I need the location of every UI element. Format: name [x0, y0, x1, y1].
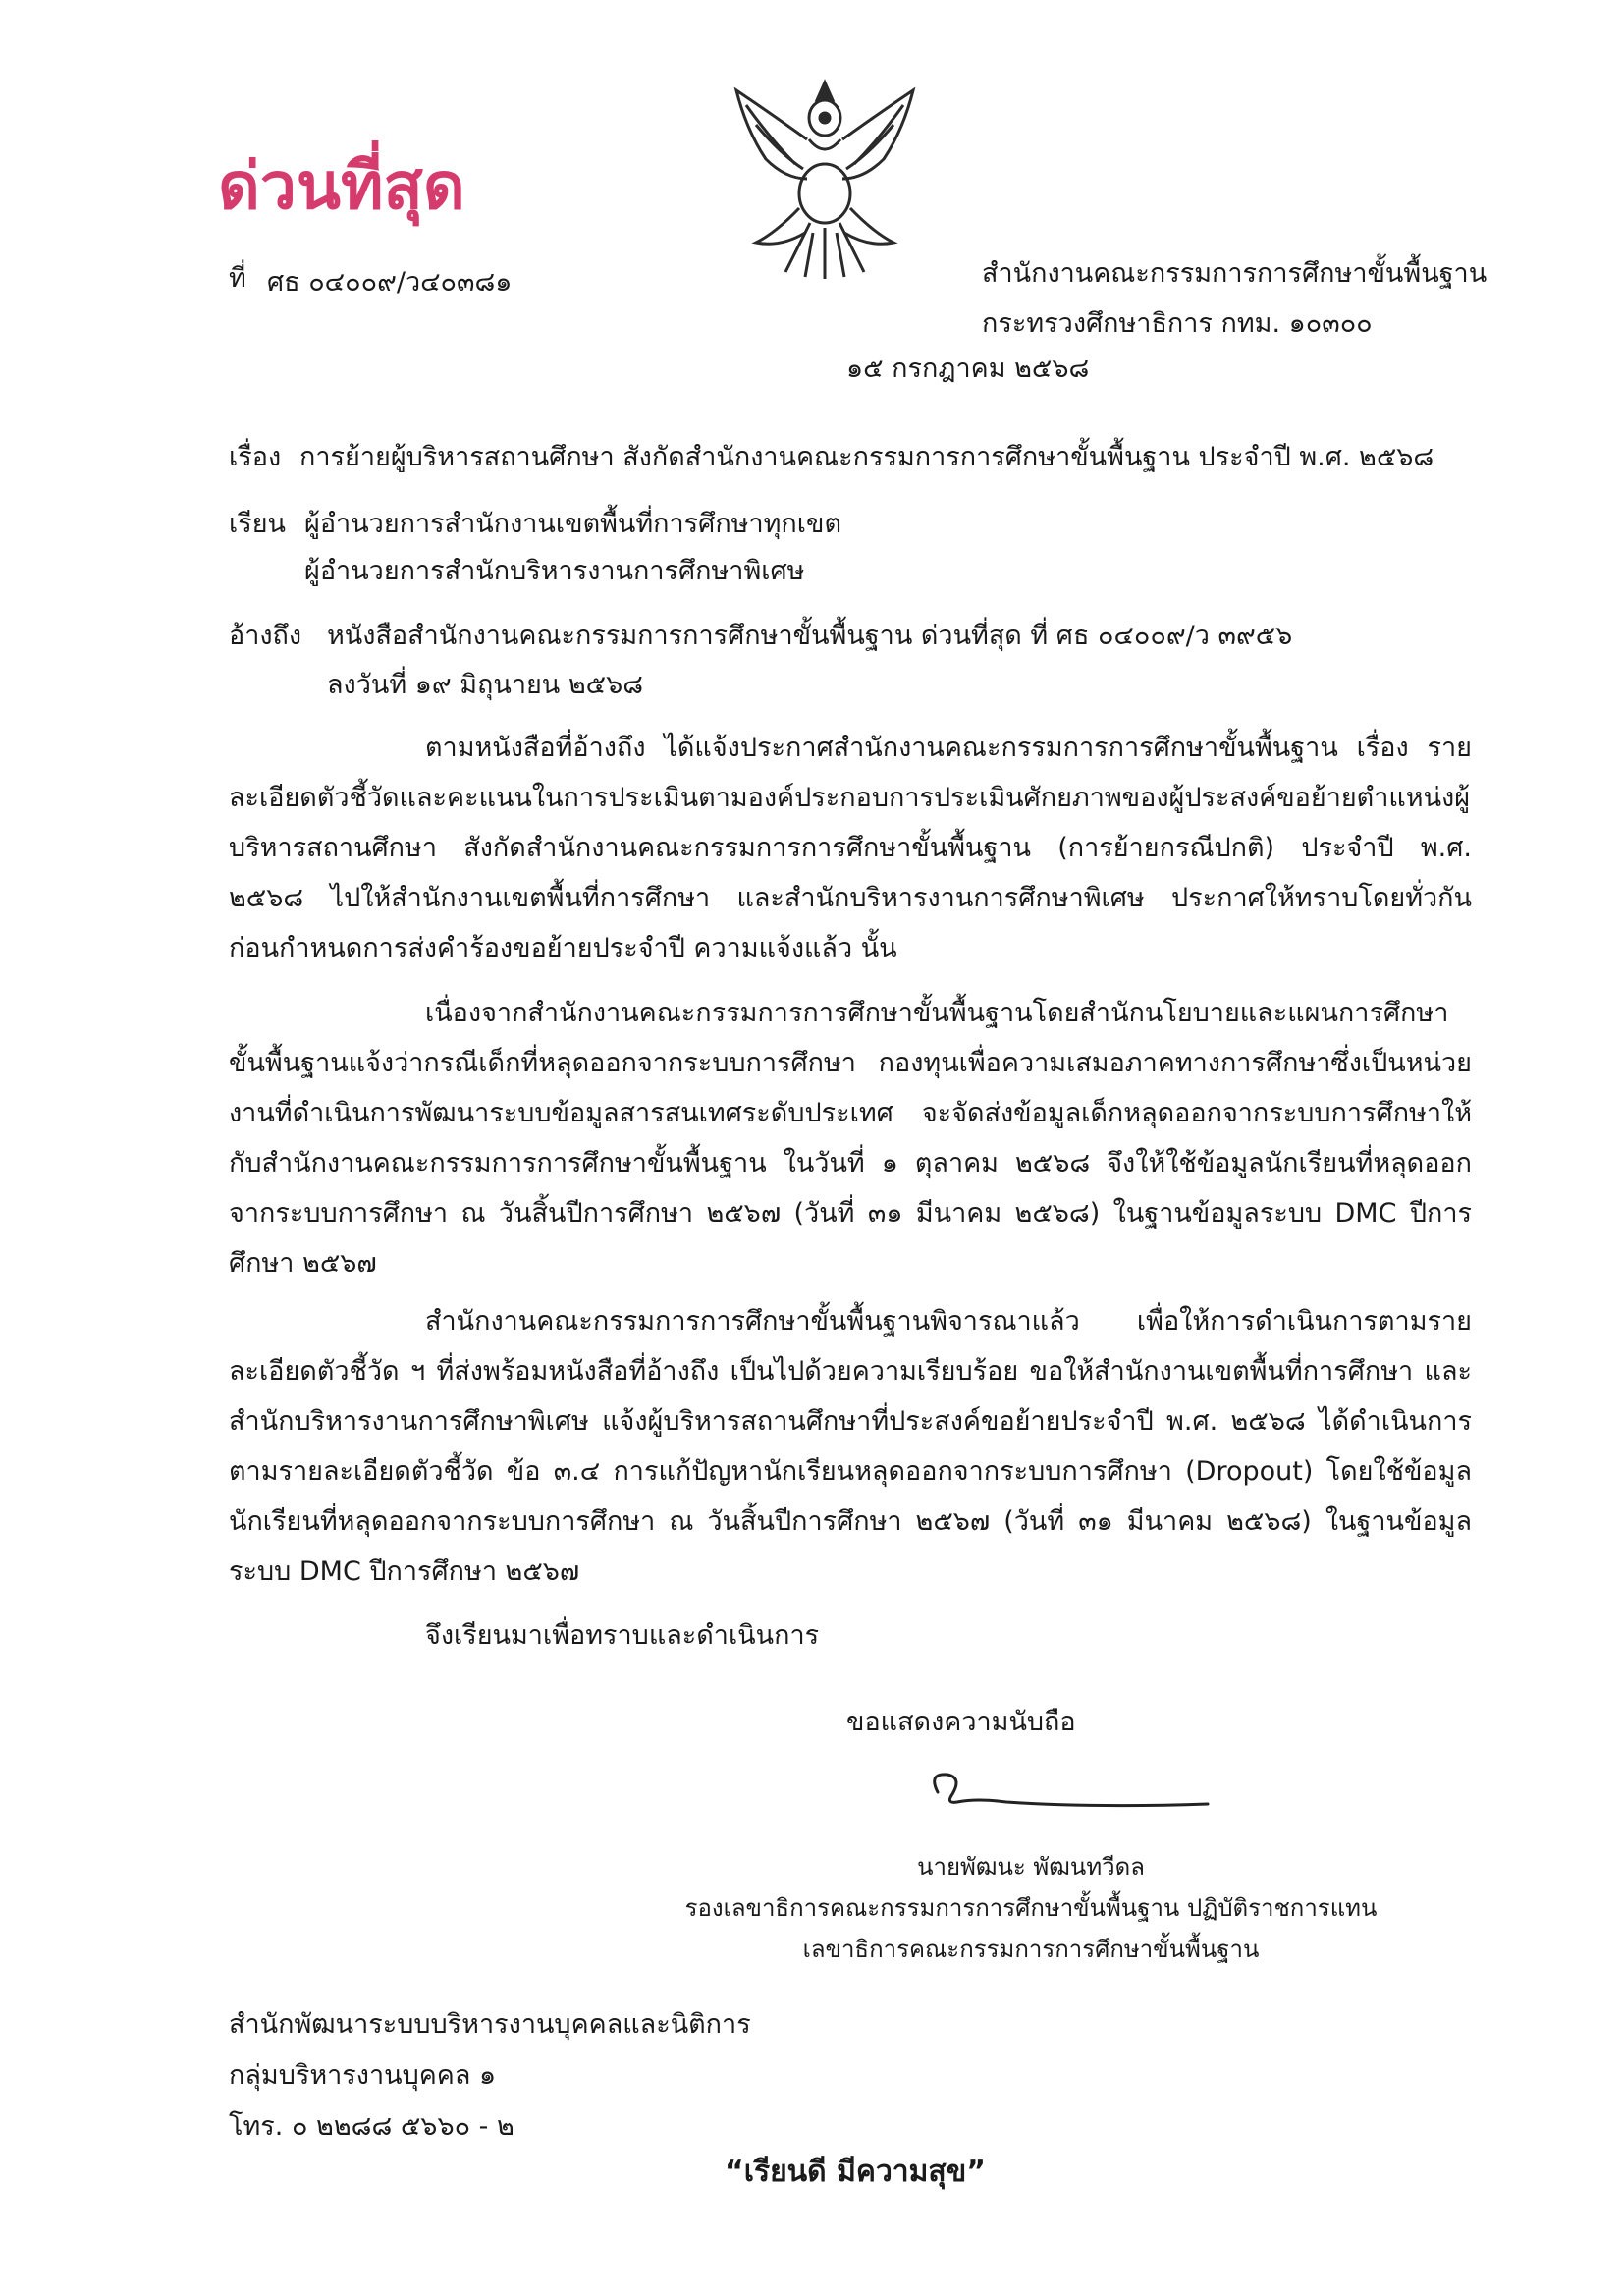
subject-text: การย้ายผู้บริหารสถานศึกษา สังกัดสำนักงานคณะกรรมการการศึกษาขั้นพื้นฐาน ประจำปี พ.ศ. ๒๕๖๘ [299, 442, 1434, 472]
reference-line-1: หนังสือสำนักงานคณะกรรมการการศึกษาขั้นพื้นฐาน ด่วนที่สุด ที่ ศธ ๐๔๐๐๙/ว ๓๙๕๖ [327, 621, 1293, 651]
to-line-1: ผู้อำนวยการสำนักงานเขตพื้นที่การศึกษาทุกเขต [304, 509, 841, 539]
ref-label: ที่ [229, 263, 246, 294]
urgency-stamp: ด่วนที่สุด [218, 148, 465, 224]
footer-phone: โทร. ๐ ๒๒๘๘ ๕๖๖๐ - ๒ [229, 2111, 514, 2142]
to-label: เรียน [229, 509, 287, 539]
footer-group: กลุ่มบริหารงานบุคคล ๑ [229, 2060, 497, 2091]
body-paragraph-3: สำนักงานคณะกรรมการการศึกษาขั้นพื้นฐานพิจารณาแล้ว เพื่อให้การดำเนินการตามรายละเอียดตัวชี้วัด ฯ ที่ส่งพร้อมหนังสือที่อ้างถึง เป็นไปด้วยความเรียบร้อย ขอให้สำนักงานเขตพื้นที่การศึกษา และสำนักบริหารงานการศึกษาพิเศษ แจ้งผู้บริหารสถานศึกษาที่ประสงค์ขอย้ายประจำปี พ.ศ. ๒๕๖๘ ได้ดำเนินการตามรายละเอียดตัวชี้วัด ข้อ ๓.๔ การแก้ปัญหานักเรียนหลุดออกจากระบบการศึกษา (Dropout) โดยใช้ข้อมูลนักเรียนที่หลุดออกจากระบบการศึกษา ณ วันสิ้นปีการศึกษา ๒๕๖๗ (วันที่ ๓๑ มีนาคม ๒๕๖๘) ในฐานข้อมูลระบบ DMC ปีการศึกษา ๒๕๖๗ [229, 1306, 1472, 1587]
org-address: กระทรวงศึกษาธิการ กทม. ๑๐๓๐๐ [982, 308, 1373, 339]
org-name: สำนักงานคณะกรรมการการศึกษาขั้นพื้นฐาน [982, 258, 1488, 289]
slogan: “เรียนดี มีความสุข” [725, 2155, 986, 2189]
garuda-emblem-icon [727, 71, 923, 287]
signature-block [638, 1846, 1424, 1970]
ref-number: ศธ ๐๔๐๐๙/ว๔๐๓๘๑ [267, 267, 513, 298]
signer-name: นายพัฒนะ พัฒนทวีดล [917, 1853, 1145, 1881]
letter-date: ๑๕ กรกฎาคม ๒๕๖๘ [846, 354, 1090, 384]
body-paragraph-2: เนื่องจากสำนักงานคณะกรรมการการศึกษาขั้นพื้นฐานโดยสำนักนโยบายและแผนการศึกษาขั้นพื้นฐานแจ้งว่ากรณีเด็กที่หลุดออกจากระบบการศึกษา กองทุนเพื่อความเสมอภาคทางการศึกษาซึ่งเป็นหน่วยงานที่ดำเนินการพัฒนาระบบข้อมูลสารสนเทศระดับประเทศ จะจัดส่งข้อมูลเด็กหลุดออกจากระบบการศึกษาให้กับสำนักงานคณะกรรมการการศึกษาขั้นพื้นฐาน ในวันที่ ๑ ตุลาคม ๒๕๖๘ จึงให้ใช้ข้อมูลนักเรียนที่หลุดออกจากระบบการศึกษา ณ วันสิ้นปีการศึกษา ๒๕๖๗ (วันที่ ๓๑ มีนาคม ๒๕๖๘) ในฐานข้อมูลระบบ DMC ปีการศึกษา ๒๕๖๗ [229, 998, 1472, 1279]
footer-office: สำนักพัฒนาระบบบริหารงานบุคคลและนิติการ [229, 2009, 751, 2040]
regards: ขอแสดงความนับถือ [846, 1707, 1076, 1737]
signature [918, 1763, 1213, 1822]
subject-label: เรื่อง [229, 442, 282, 472]
signer-title-1: รองเลขาธิการคณะกรรมการการศึกษาขั้นพื้นฐาน ปฏิบัติราชการแทน [684, 1894, 1378, 1922]
reference-line-2: ลงวันที่ ๑๙ มิถุนายน ๒๕๖๘ [327, 670, 644, 700]
signer-title-2: เลขาธิการคณะกรรมการการศึกษาขั้นพื้นฐาน [802, 1936, 1260, 1963]
body-paragraph-1: ตามหนังสือที่อ้างถึง ได้แจ้งประกาศสำนักงานคณะกรรมการการศึกษาขั้นพื้นฐาน เรื่อง รายละเอียดตัวชี้วัดและคะแนนในการประเมินตามองค์ประกอบการประเมินศักยภาพของผู้ประสงค์ขอย้ายตำแหน่งผู้บริหารสถานศึกษา สังกัดสำนักงานคณะกรรมการการศึกษาขั้นพื้นฐาน (การย้ายกรณีปกติ) ประจำปี พ.ศ. ๒๕๖๘ ไปให้สำนักงานเขตพื้นที่การศึกษา และสำนักบริหารงานการศึกษาพิเศษ ประกาศให้ทราบโดยทั่วกัน ก่อนกำหนดการส่งคำร้องขอย้ายประจำปี ความแจ้งแล้ว นั้น [229, 733, 1472, 963]
reference-label: อ้างถึง [229, 621, 302, 651]
body-paragraph-4: จึงเรียนมาเพื่อทราบและดำเนินการ [425, 1620, 820, 1651]
to-line-2: ผู้อำนวยการสำนักบริหารงานการศึกษาพิเศษ [304, 556, 805, 586]
